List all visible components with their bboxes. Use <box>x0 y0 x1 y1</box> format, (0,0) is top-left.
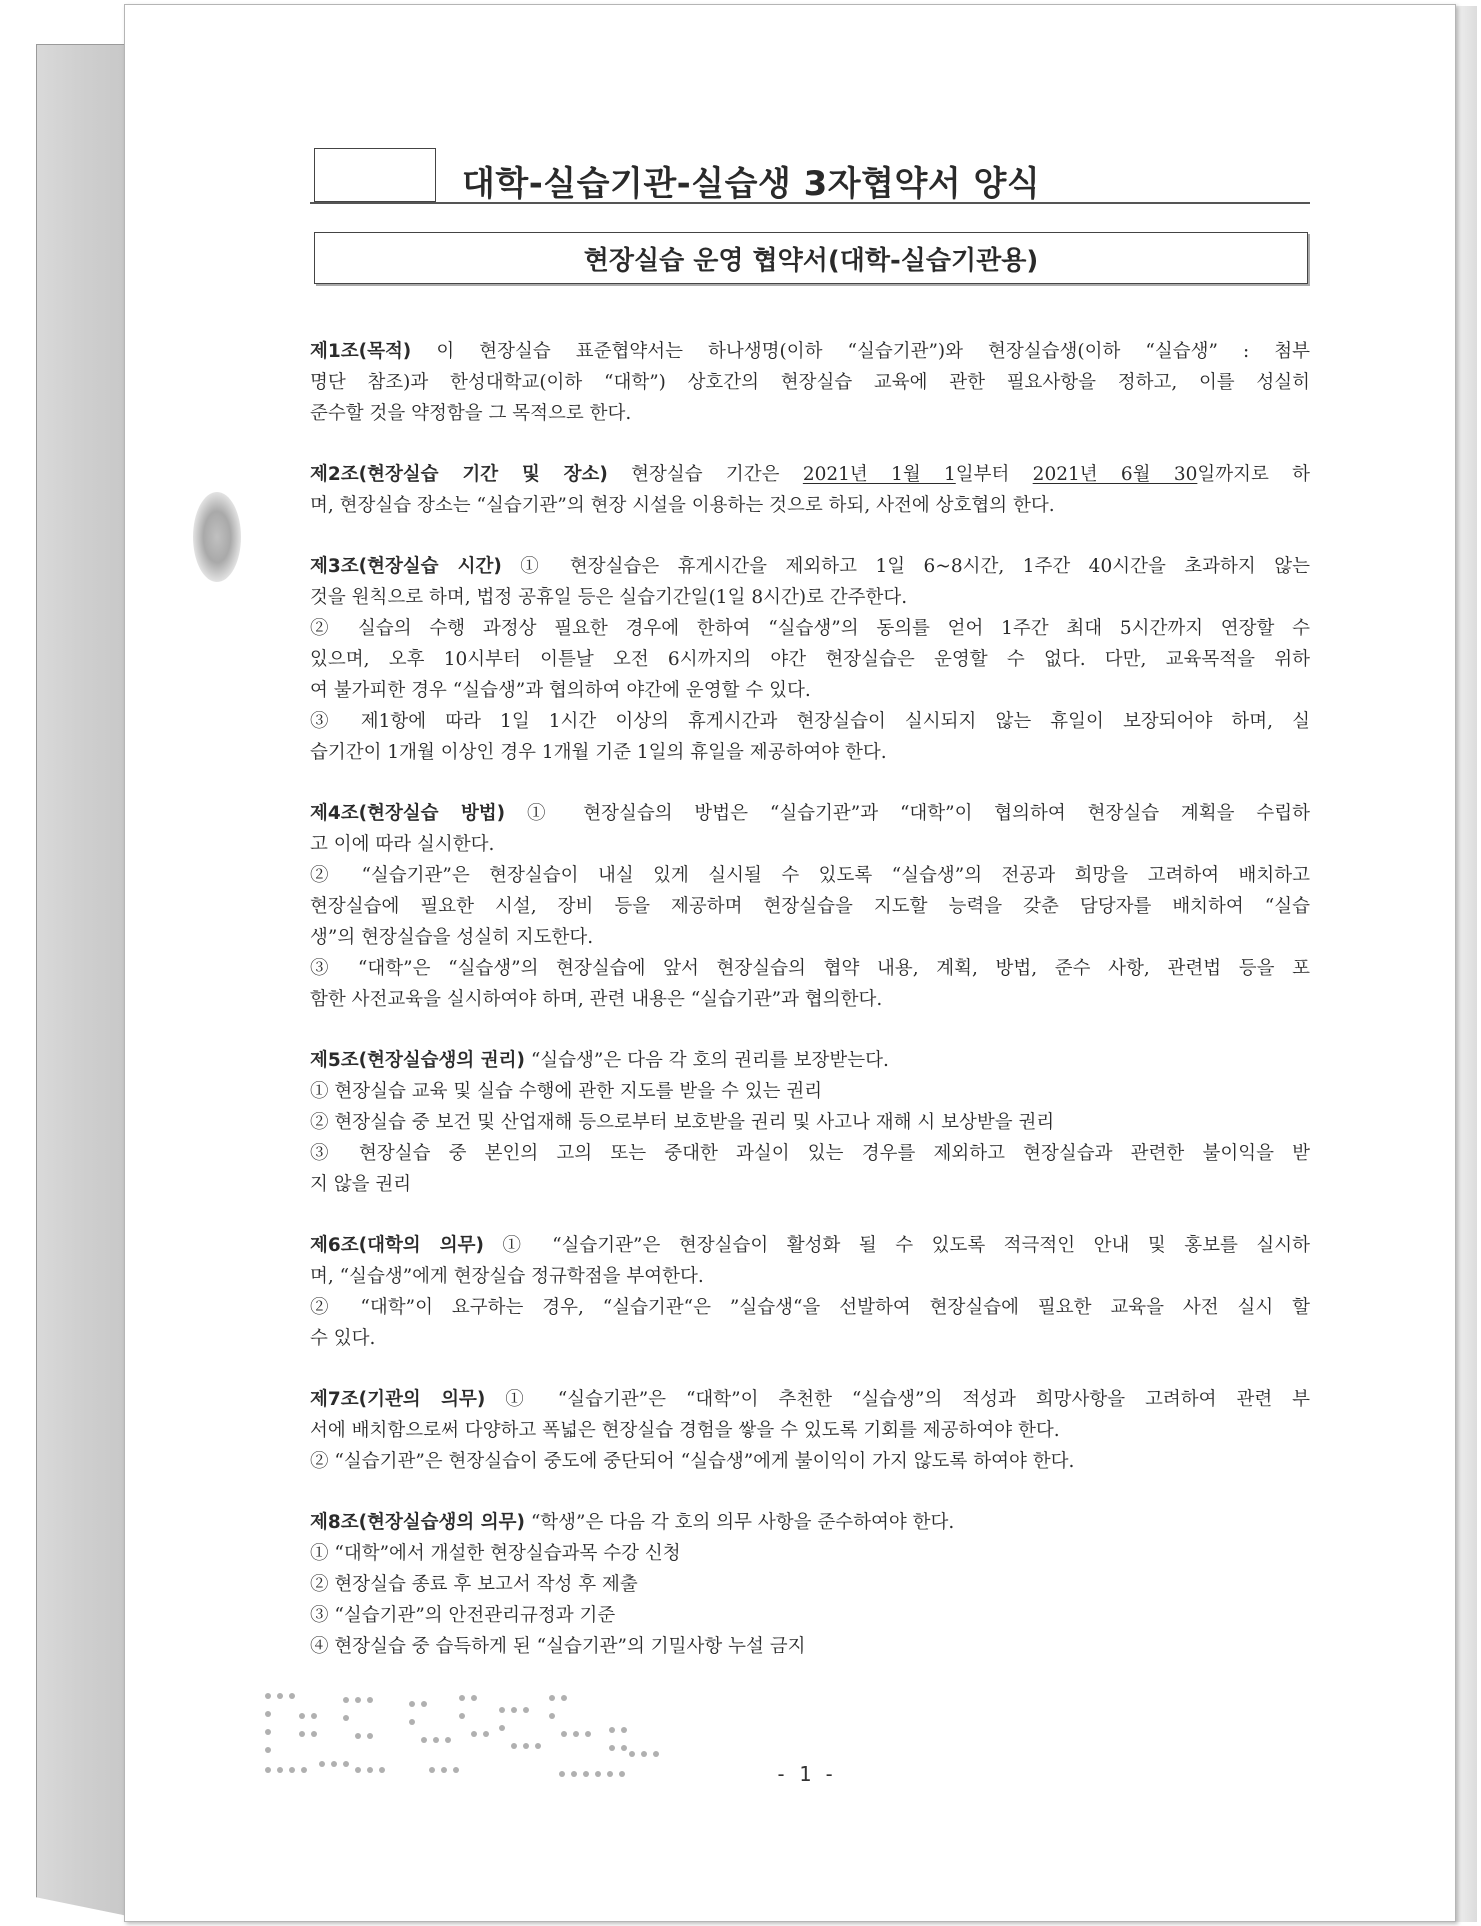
article-text: ③ “실습기관”의 안전관리규정과 기준 <box>310 1605 616 1626</box>
article-heading: 제3조(현장실습 시간) <box>310 556 502 577</box>
article-text: 함한 사전교육을 실시하여야 하며, 관련 내용은 “실습기관”과 협의한다. <box>310 989 883 1010</box>
period-end-date: 2021년 6월 30 <box>1032 464 1198 485</box>
article-text: 있으며, 오후 10시부터 이튿날 오전 6시까지의 야간 현장실습은 운영할 수 없다. 다만, 교육목적을 위하 <box>310 649 1310 670</box>
article-text: 준수할 것을 약정함을 그 목적으로 한다. <box>310 403 632 424</box>
article-text: ④ 현장실습 중 습득하게 된 “실습기관”의 기밀사항 누설 금지 <box>310 1636 806 1657</box>
article-text: ① 현장실습은 휴게시간을 제외하고 1일 6~8시간, 1주간 40시간을 초과하지 않는 <box>520 556 1310 577</box>
article-text: “학생”은 다음 각 호의 의무 사항을 준수하여야 한다. <box>530 1512 955 1533</box>
article-heading: 제2조(현장실습 기간 및 장소) <box>310 464 608 485</box>
article-text: ① “대학”에서 개설한 현장실습과목 수강 신청 <box>310 1543 681 1564</box>
article-text: 서에 배치함으로써 다양하고 폭넓은 현장실습 경험을 쌓을 수 있도록 기회를 제공하여야 한다. <box>310 1420 1060 1441</box>
form-header <box>310 140 1310 204</box>
article-text: 며, 현장실습 장소는 “실습기관”의 현장 시설을 이용하는 것으로 하되, 사전에 상호협의 한다. <box>310 495 1055 516</box>
article-3 <box>310 551 1310 768</box>
article-text: ① 현장실습의 방법은 “실습기관”과 “대학”이 협의하여 현장실습 계획을 수립하 <box>526 803 1310 824</box>
article-text: ③ “대학”은 “실습생”의 현장실습에 앞서 현장실습의 협약 내용, 계획, 방법, 준수 사항, 관련법 등을 포 <box>310 958 1310 979</box>
article-text: 며, “실습생”에게 현장실습 정규학점을 부여한다. <box>310 1266 704 1287</box>
article-text: 현장실습 기간은 <box>631 464 780 485</box>
agreement-title-box <box>314 232 1308 284</box>
article-8 <box>310 1507 1310 1662</box>
article-heading: 제8조(현장실습생의 의무) <box>310 1512 525 1533</box>
article-text: ① 현장실습 교육 및 실습 수행에 관한 지도를 받을 수 있는 권리 <box>310 1081 823 1102</box>
article-4 <box>310 798 1310 1015</box>
binder-hole-mark <box>193 492 241 582</box>
article-text: 생”의 현장실습을 성실히 지도한다. <box>310 927 594 948</box>
article-heading: 제5조(현장실습생의 권리) <box>310 1050 525 1071</box>
article-text: 습기간이 1개월 이상인 경우 1개월 기준 1일의 휴일을 제공하여야 한다. <box>310 742 887 763</box>
article-text: ③ 현장실습 중 본인의 고의 또는 중대한 과실이 있는 경우를 제외하고 현장실습과 관련한 불이익을 받 <box>310 1143 1310 1164</box>
article-5 <box>310 1045 1310 1200</box>
article-text: 수 있다. <box>310 1328 376 1349</box>
form-number-box <box>314 148 436 202</box>
article-text: ② “실습기관”은 현장실습이 중도에 중단되어 “실습생”에게 불이익이 가지 않도록 하여야 한다. <box>310 1451 1075 1472</box>
article-text: 여 불가피한 경우 “실습생”과 협의하여 야간에 운영할 수 있다. <box>310 680 811 701</box>
article-heading: 제7조(기관의 의무) <box>310 1389 486 1410</box>
article-heading: 제1조(목적) <box>310 341 412 362</box>
article-text: ② “실습기관”은 현장실습이 내실 있게 실시될 수 있도록 “실습생”의 전공과 희망을 고려하여 배치하고 <box>310 865 1310 886</box>
period-start-date: 2021년 1월 1 <box>802 464 956 485</box>
article-heading: 제4조(현장실습 방법) <box>310 803 506 824</box>
agreement-title: 현장실습 운영 협약서(대학-실습기관용) <box>583 245 1039 276</box>
article-text: 고 이에 따라 실시한다. <box>310 834 495 855</box>
document-content <box>310 140 1310 1692</box>
scan-dot-pattern <box>262 1690 732 1786</box>
article-text: ① “실습기관”은 “대학”이 추천한 “실습생”의 적성과 희망사항을 고려하여 관련 부 <box>505 1389 1310 1410</box>
article-7 <box>310 1384 1310 1477</box>
article-heading: 제6조(대학의 의무) <box>310 1235 484 1256</box>
article-text: 것을 원칙으로 하며, 법정 공휴일 등은 실습기간일(1일 8시간)로 간주한다. <box>310 587 908 608</box>
form-title: 대학-실습기관-실습생 3자협약서 양식 <box>462 164 1041 204</box>
article-text: ③ 제1항에 따라 1일 1시간 이상의 휴게시간과 현장실습이 실시되지 않는 휴일이 보장되어야 하며, 실 <box>310 711 1310 732</box>
article-text: 지 않을 권리 <box>310 1174 412 1195</box>
article-text: “실습생”은 다음 각 호의 권리를 보장받는다. <box>530 1050 889 1071</box>
article-text: ① “실습기관”은 현장실습이 활성화 될 수 있도록 적극적인 안내 및 홍보를 실시하 <box>502 1235 1311 1256</box>
article-text: 일까지로 하 <box>1197 464 1311 485</box>
article-text: 현장실습에 필요한 시설, 장비 등을 제공하며 현장실습을 지도할 능력을 갖춘 담당자를 배치하여 “실습 <box>310 896 1310 917</box>
article-text: ② 현장실습 중 보건 및 산업재해 등으로부터 보호받을 권리 및 사고나 재해 시 보상받을 권리 <box>310 1112 1055 1133</box>
article-text: ② “대학”이 요구하는 경우, “실습기관“은 ”실습생“을 선발하여 현장실습에 필요한 교육을 사전 실시 할 <box>310 1297 1310 1318</box>
article-text: 이 현장실습 표준협약서는 하나생명(이하 “실습기관”)와 현장실습생(이하 “실습생” : 첨부 <box>436 341 1310 362</box>
article-text: 명단 참조)과 한성대학교(이하 “대학”) 상호간의 현장실습 교육에 관한 필요사항을 정하고, 이를 성실히 <box>310 372 1310 393</box>
article-text: 일부터 <box>955 464 1033 485</box>
article-text: ② 실습의 수행 과정상 필요한 경우에 한하여 “실습생”의 동의를 얻어 1주간 최대 5시간까지 연장할 수 <box>310 618 1310 639</box>
article-6 <box>310 1230 1310 1354</box>
article-1 <box>310 336 1310 429</box>
article-text: ② 현장실습 종료 후 보고서 작성 후 제출 <box>310 1574 638 1595</box>
articles <box>310 336 1310 1662</box>
page-stack-edge <box>36 44 128 1916</box>
page-number: - 1 - <box>775 1762 836 1786</box>
article-2 <box>310 459 1310 521</box>
